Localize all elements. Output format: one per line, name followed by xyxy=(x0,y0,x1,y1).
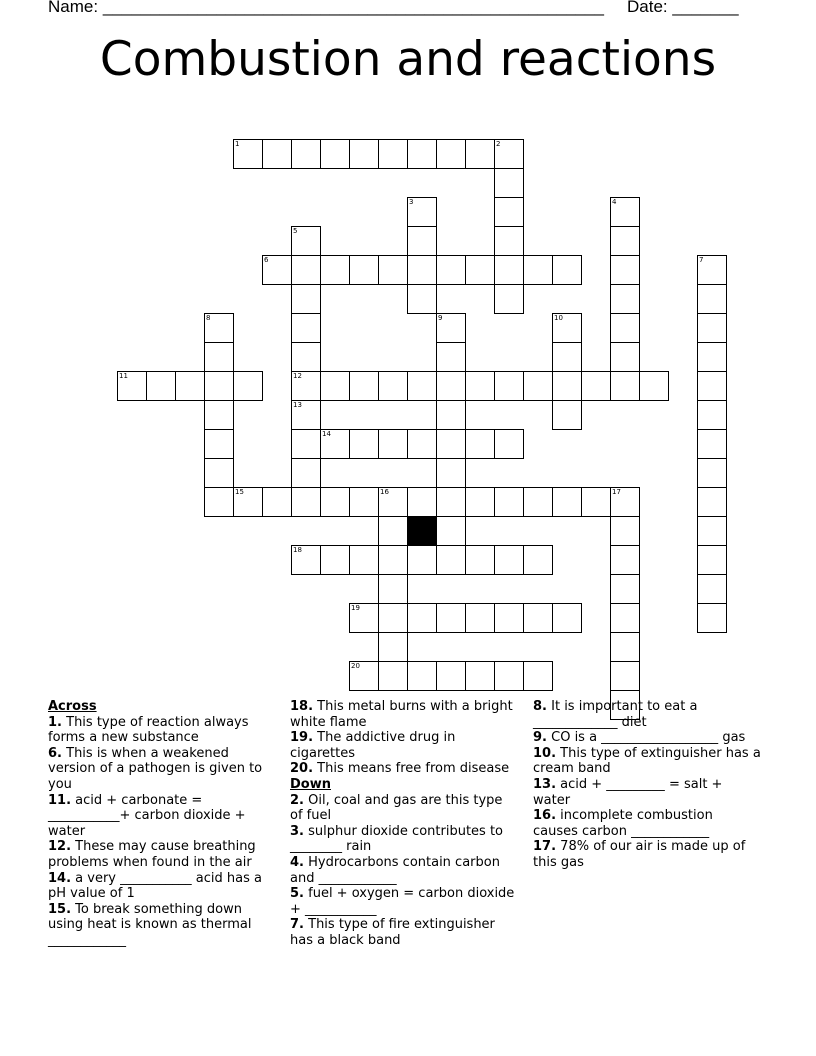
grid-cell[interactable] xyxy=(697,516,727,546)
grid-cell[interactable] xyxy=(697,400,727,430)
grid-cell[interactable] xyxy=(610,226,640,256)
clue-text: These may cause breathing problems when found in the air xyxy=(48,839,256,870)
clue-text: sulphur dioxide contributes to ________ rain xyxy=(290,823,503,855)
grid-cell[interactable] xyxy=(291,487,321,517)
grid-cell[interactable] xyxy=(523,371,553,401)
grid-cell[interactable] xyxy=(494,197,524,227)
grid-cell[interactable] xyxy=(291,255,321,285)
grid-cell[interactable] xyxy=(465,255,495,285)
down-clue xyxy=(290,886,518,917)
grid-cell[interactable] xyxy=(378,516,408,546)
grid-cell[interactable] xyxy=(465,139,495,169)
clue-number: 10 xyxy=(554,314,563,322)
grid-cell[interactable] xyxy=(436,458,466,488)
clue-number: 16 xyxy=(380,488,389,496)
clue-number-label: 4. xyxy=(290,854,304,870)
name-label: Name: xyxy=(48,0,99,16)
grid-cell[interactable] xyxy=(407,487,437,517)
clue-text: acid + _________ = salt + water xyxy=(533,776,723,808)
across-clue xyxy=(48,871,276,902)
grid-cell[interactable] xyxy=(349,371,379,401)
grid-cell[interactable] xyxy=(552,371,582,401)
clue-number: 20 xyxy=(351,662,360,670)
clue-number: 9 xyxy=(438,314,443,322)
clue-number: 4 xyxy=(612,198,617,206)
grid-cell[interactable] xyxy=(523,661,553,691)
clue-number-label: 9. xyxy=(533,730,547,746)
grid-cell[interactable] xyxy=(378,574,408,604)
grid-cell[interactable] xyxy=(436,603,466,633)
grid-cell[interactable] xyxy=(378,255,408,285)
down-clue xyxy=(533,699,761,730)
grid-cell[interactable] xyxy=(697,284,727,314)
grid-cell[interactable] xyxy=(581,371,611,401)
grid-cell[interactable] xyxy=(378,603,408,633)
clue-number: 11 xyxy=(119,372,128,380)
clue-number: 18 xyxy=(293,546,302,554)
clue-column-1 xyxy=(48,699,276,949)
name-blank: _____________________________________________________ xyxy=(102,0,604,16)
clue-number-label: 15. xyxy=(48,901,72,917)
grid-cell[interactable] xyxy=(436,371,466,401)
clue-text: 78% of our air is made up of this gas xyxy=(533,839,746,870)
grid-cell[interactable] xyxy=(378,139,408,169)
grid-cell[interactable] xyxy=(552,400,582,430)
grid-cell[interactable] xyxy=(320,371,350,401)
grid-cell[interactable] xyxy=(204,458,234,488)
grid-cell[interactable] xyxy=(494,371,524,401)
grid-cell[interactable] xyxy=(291,429,321,459)
grid-cell[interactable] xyxy=(494,284,524,314)
clue-number: 6 xyxy=(264,256,269,264)
grid-cell[interactable] xyxy=(610,313,640,343)
grid-cell[interactable] xyxy=(204,313,234,343)
grid-cell[interactable] xyxy=(697,313,727,343)
grid-cell[interactable] xyxy=(494,139,524,169)
grid-cell[interactable] xyxy=(146,371,176,401)
grid-cell[interactable] xyxy=(204,342,234,372)
grid-cell[interactable] xyxy=(697,429,727,459)
grid-cell[interactable] xyxy=(697,487,727,517)
grid-cell[interactable] xyxy=(552,255,582,285)
clue-number-label: 7. xyxy=(290,917,304,933)
clue-text: CO is a __________________ gas xyxy=(551,730,746,746)
grid-cell[interactable] xyxy=(407,661,437,691)
grid-cell[interactable] xyxy=(407,197,437,227)
grid-cell[interactable] xyxy=(175,371,205,401)
grid-cell[interactable] xyxy=(610,516,640,546)
clue-number-label: 1. xyxy=(48,714,62,730)
grid-cell[interactable] xyxy=(494,487,524,517)
grid-cell[interactable] xyxy=(494,429,524,459)
grid-cell[interactable] xyxy=(610,487,640,517)
grid-cell[interactable] xyxy=(204,371,234,401)
grid-cell[interactable] xyxy=(262,255,292,285)
grid-cell[interactable] xyxy=(523,487,553,517)
grid-cell[interactable] xyxy=(436,400,466,430)
grid-cell[interactable] xyxy=(610,371,640,401)
grid-cell[interactable] xyxy=(436,139,466,169)
grid-cell[interactable] xyxy=(610,342,640,372)
grid-cell[interactable] xyxy=(349,661,379,691)
clue-number-label: 8. xyxy=(533,699,547,714)
grid-cell[interactable] xyxy=(378,487,408,517)
grid-cell[interactable] xyxy=(552,313,582,343)
clue-number-label: 17. xyxy=(533,839,557,855)
clue-number: 8 xyxy=(206,314,211,322)
grid-cell[interactable] xyxy=(407,284,437,314)
across-clue xyxy=(48,746,276,793)
clue-number-label: 12. xyxy=(48,839,72,855)
grid-cell[interactable] xyxy=(349,545,379,575)
grid-cell[interactable] xyxy=(349,429,379,459)
grid-cell[interactable] xyxy=(291,545,321,575)
grid-cell[interactable] xyxy=(697,342,727,372)
clue-number: 2 xyxy=(496,140,501,148)
clue-number: 12 xyxy=(293,372,302,380)
clue-column-2 xyxy=(290,699,518,949)
grid-cell[interactable] xyxy=(349,139,379,169)
clue-number: 7 xyxy=(699,256,704,264)
down-clue xyxy=(290,917,518,948)
clue-number-label: 11. xyxy=(48,792,72,808)
grid-cell[interactable] xyxy=(697,574,727,604)
grid-cell[interactable] xyxy=(610,632,640,662)
grid-cell[interactable] xyxy=(291,342,321,372)
clue-number-label: 5. xyxy=(290,886,304,902)
down-clue xyxy=(533,746,761,777)
grid-cell[interactable] xyxy=(552,487,582,517)
clue-number-label: 3. xyxy=(290,823,304,839)
across-clue xyxy=(48,839,276,870)
grid-cell[interactable] xyxy=(291,284,321,314)
clue-text: Oil, coal and gas are this type of fuel xyxy=(290,792,503,824)
down-clue xyxy=(533,730,761,746)
grid-cell[interactable] xyxy=(233,371,263,401)
grid-cell[interactable] xyxy=(494,255,524,285)
grid-cell[interactable] xyxy=(117,371,147,401)
down-clue xyxy=(533,777,761,808)
down-clue xyxy=(290,793,518,824)
across-clue xyxy=(290,699,518,730)
down-heading: Down xyxy=(290,776,331,792)
clue-column-3 xyxy=(533,699,761,871)
grid-cell[interactable] xyxy=(291,371,321,401)
grid-cell[interactable] xyxy=(407,545,437,575)
grid-cell[interactable] xyxy=(262,487,292,517)
grid-cell[interactable] xyxy=(552,603,582,633)
grid-cell[interactable] xyxy=(436,487,466,517)
clue-text: This type of fire extinguisher has a black band xyxy=(290,917,495,948)
clue-number: 13 xyxy=(293,401,302,409)
grid-cell[interactable] xyxy=(465,603,495,633)
clue-number-label: 6. xyxy=(48,745,62,761)
date-label: Date: xyxy=(627,0,668,16)
clue-text: a very ___________ acid has a pH value of 1 xyxy=(48,870,262,902)
clue-text: This type of extinguisher has a cream band xyxy=(533,745,761,777)
clue-number-label: 10. xyxy=(533,745,557,761)
across-clue xyxy=(290,730,518,761)
grid-cell[interactable] xyxy=(465,487,495,517)
grid-cell[interactable] xyxy=(262,139,292,169)
grid-cell[interactable] xyxy=(697,255,727,285)
grid-cell[interactable] xyxy=(465,545,495,575)
down-clue xyxy=(290,824,518,855)
clue-number-label: 19. xyxy=(290,730,314,746)
grid-cell[interactable] xyxy=(610,255,640,285)
grid-cell[interactable] xyxy=(291,226,321,256)
grid-cell[interactable] xyxy=(349,487,379,517)
grid-cell[interactable] xyxy=(378,632,408,662)
across-clue xyxy=(48,902,276,949)
down-clue xyxy=(533,808,761,839)
grid-cell[interactable] xyxy=(465,661,495,691)
grid-cell[interactable] xyxy=(494,168,524,198)
grid-cell[interactable] xyxy=(610,661,640,691)
grid-cell[interactable] xyxy=(291,458,321,488)
grid-cell[interactable] xyxy=(407,139,437,169)
grid-cell[interactable] xyxy=(407,255,437,285)
clue-number-label: 13. xyxy=(533,776,557,792)
grid-cell[interactable] xyxy=(523,603,553,633)
across-clue xyxy=(290,761,518,777)
grid-cell[interactable] xyxy=(291,400,321,430)
grid-cell[interactable] xyxy=(610,603,640,633)
grid-cell[interactable] xyxy=(581,487,611,517)
grid-cell[interactable] xyxy=(204,429,234,459)
grid-cell[interactable] xyxy=(378,545,408,575)
across-heading: Across xyxy=(48,699,97,714)
clue-text: incomplete combustion causes carbon ____________ xyxy=(533,808,713,839)
grid-cell[interactable] xyxy=(465,429,495,459)
grid-cell[interactable] xyxy=(523,255,553,285)
grid-cell[interactable] xyxy=(320,545,350,575)
grid-cell[interactable] xyxy=(204,487,234,517)
grid-cell[interactable] xyxy=(320,487,350,517)
grid-cell[interactable] xyxy=(291,139,321,169)
clue-number: 3 xyxy=(409,198,414,206)
grid-cell[interactable] xyxy=(523,545,553,575)
grid-cell[interactable] xyxy=(697,545,727,575)
grid-cell[interactable] xyxy=(204,400,234,430)
clue-number: 15 xyxy=(235,488,244,496)
clue-number-label: 14. xyxy=(48,870,72,886)
grid-cell[interactable] xyxy=(610,284,640,314)
grid-cell[interactable] xyxy=(378,429,408,459)
grid-cell[interactable] xyxy=(407,429,437,459)
clue-text: acid + carbonate = ___________+ carbon dioxide + water xyxy=(48,792,246,839)
grid-cell[interactable] xyxy=(697,458,727,488)
grid-cell[interactable] xyxy=(552,342,582,372)
clue-number-label: 18. xyxy=(290,699,314,714)
grid-cell[interactable] xyxy=(494,661,524,691)
grid-cell[interactable] xyxy=(233,139,263,169)
clue-number-label: 2. xyxy=(290,792,304,808)
grid-cell[interactable] xyxy=(436,342,466,372)
clue-text: This type of reaction always forms a new substance xyxy=(48,714,249,746)
grid-cell[interactable] xyxy=(436,313,466,343)
grid-cell[interactable] xyxy=(465,371,495,401)
grid-cell[interactable] xyxy=(436,516,466,546)
grid-cell[interactable] xyxy=(436,661,466,691)
clue-text: The addictive drug in cigarettes xyxy=(290,730,456,761)
clue-number: 17 xyxy=(612,488,621,496)
down-clue xyxy=(533,839,761,870)
grid-cell[interactable] xyxy=(436,429,466,459)
grid-cell[interactable] xyxy=(349,603,379,633)
grid-cell[interactable] xyxy=(494,226,524,256)
down-clue xyxy=(290,855,518,886)
grid-cell[interactable] xyxy=(639,371,669,401)
clue-number: 5 xyxy=(293,227,298,235)
date-blank: _______ xyxy=(672,0,739,16)
grid-cell[interactable] xyxy=(349,255,379,285)
grid-cell[interactable] xyxy=(378,661,408,691)
clue-text: This means free from disease xyxy=(317,761,510,777)
grid-cell[interactable] xyxy=(610,574,640,604)
clue-text: This is when a weakened version of a pathogen is given to you xyxy=(48,745,263,792)
blocked-cell xyxy=(407,516,437,546)
grid-cell[interactable] xyxy=(320,429,350,459)
clue-text: It is important to eat a _____________ diet xyxy=(533,699,698,730)
clue-number-label: 20. xyxy=(290,761,314,777)
clue-text: Hydrocarbons contain carbon and ____________ xyxy=(290,854,500,886)
clue-number-label: 16. xyxy=(533,808,557,824)
grid-cell[interactable] xyxy=(494,545,524,575)
clue-text: fuel + oxygen = carbon dioxide + ___________ xyxy=(290,886,515,917)
across-clue xyxy=(48,793,276,840)
grid-cell[interactable] xyxy=(378,371,408,401)
grid-cell[interactable] xyxy=(610,197,640,227)
clue-text: To break something down using heat is known as thermal ____________ xyxy=(48,901,252,948)
clue-text: This metal burns with a bright white flame xyxy=(290,699,513,730)
grid-cell[interactable] xyxy=(407,226,437,256)
grid-cell[interactable] xyxy=(320,255,350,285)
grid-cell[interactable] xyxy=(436,255,466,285)
grid-cell[interactable] xyxy=(320,139,350,169)
clue-number: 19 xyxy=(351,604,360,612)
clue-number: 1 xyxy=(235,140,240,148)
grid-cell[interactable] xyxy=(436,545,466,575)
grid-cell[interactable] xyxy=(407,371,437,401)
clue-number: 14 xyxy=(322,430,331,438)
grid-cell[interactable] xyxy=(233,487,263,517)
grid-cell[interactable] xyxy=(610,545,640,575)
grid-cell[interactable] xyxy=(407,603,437,633)
grid-cell[interactable] xyxy=(494,603,524,633)
page-title: Combustion and reactions xyxy=(99,32,717,87)
grid-cell[interactable] xyxy=(697,371,727,401)
grid-cell[interactable] xyxy=(697,603,727,633)
across-clue xyxy=(48,715,276,746)
grid-cell[interactable] xyxy=(291,313,321,343)
